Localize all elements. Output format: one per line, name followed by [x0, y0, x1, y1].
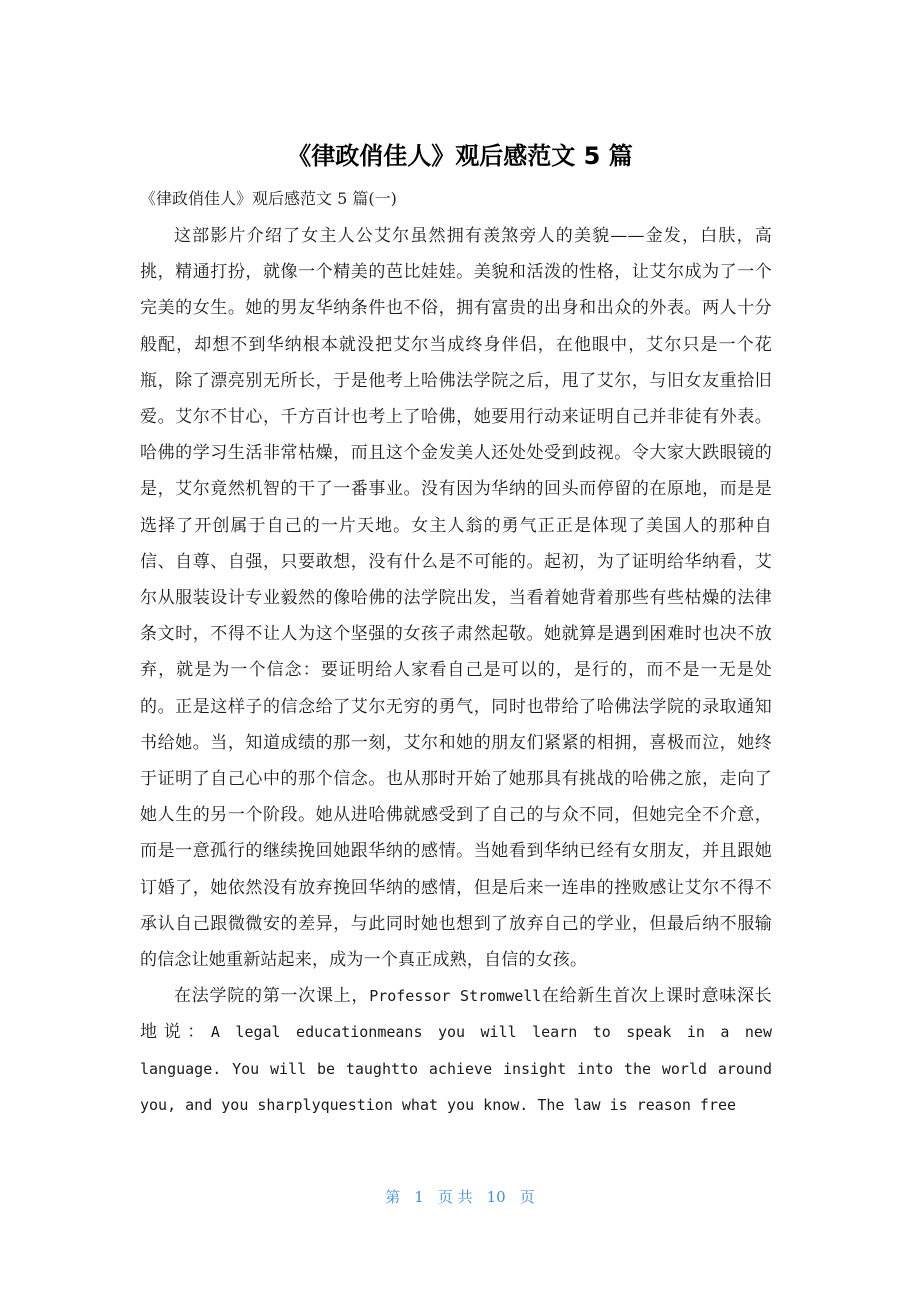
paragraph-lead: 在法学院的第一次课上， [174, 986, 370, 1007]
current-page-number: 1 [414, 1188, 424, 1206]
body-paragraph-1: 这部影片介绍了女主人公艾尔虽然拥有羡煞旁人的美貌——金发，白肤，高挑，精通打扮，就像一个精美的芭比娃娃。美貌和活泼的性格，让艾尔成为了一个完美的女生。她的男友华纳条件也不俗，拥有富贵的出身和出众的外表。两人十分般配，却想不到华纳根本就没把艾尔当成终身伴侣，在他眼中，艾尔只是一个花瓶，除了漂亮别无所长，于是他考上哈佛法学院之后，甩了艾尔，与旧女友重拾旧爱。艾尔不甘心，千方百计也考上了哈佛，她要用行动来证明自己并非徒有外表。哈佛的学习生活非常枯燥，而且这个金发美人还处处受到歧视。令大家大跌眼镜的是，艾尔竟然机智的干了一番事业。没有因为华纳的回头而停留的在原地，而是是选择了开创属于自己的一片天地。女主人翁的勇气正正是体现了美国人的那种自信、自尊、自强，只要敢想，没有什么是不可能的。起初，为了证明给华纳看，艾尔从服装设计专业毅然的像哈佛的法学院出发，当看着她背着那些有些枯燥的法律条文时，不得不让人为这个坚强的女孩子肃然起敬。她就算是遇到困难时也决不放弃，就是为一个信念：要证明给人家看自己是可以的，是行的，而不是一无是处的。正是这样子的信念给了艾尔无穷的勇气，同时也带给了哈佛法学院的录取通知书给她。当，知道成绩的那一刻，艾尔和她的朋友们紧紧的相拥，喜极而泣，她终于证明了自己心中的那个信念。也从那时开始了她那具有挑战的哈佛之旅，走向了她人生的另一个阶段。她从进哈佛就感受到了自己的与众不同，但她完全不介意，而是一意孤行的继续挽回她跟华纳的感情。当她看到华纳已经有女朋友，并且跟她订婚了，她依然没有放弃挽回华纳的感情，但是后来一连串的挫败感让艾尔不得不承认自己跟微微安的差异，与此同时她也想到了放弃自己的学业，但最后纳不服输的信念让她重新站起来，成为一个真正成熟，自信的女孩。 [140, 226, 772, 971]
body-paragraph-2 [140, 978, 772, 1123]
page-footer [0, 1186, 920, 1208]
total-pages: 10 [486, 1188, 506, 1206]
section-heading: 《律政俏佳人》观后感范文 5 篇(一) [140, 189, 397, 208]
page-prefix: 第 [385, 1188, 401, 1206]
paragraph-mid: 在给新生首次上课时意味深长地说： [140, 986, 772, 1043]
page-suffix: 页 [519, 1188, 535, 1206]
document-body [140, 218, 772, 1123]
page-mid: 页 共 [437, 1188, 473, 1206]
document-title: 《律政俏佳人》观后感范文 5 篇 [287, 142, 633, 170]
english-quote: A legal educationmeans you will learn to speak in a new language. You will be taughtto achieve insight into the world around you, and you sharplyquestion what you know. The law is reason free [140, 1023, 772, 1114]
professor-name: Professor Stromwell [369, 987, 542, 1006]
